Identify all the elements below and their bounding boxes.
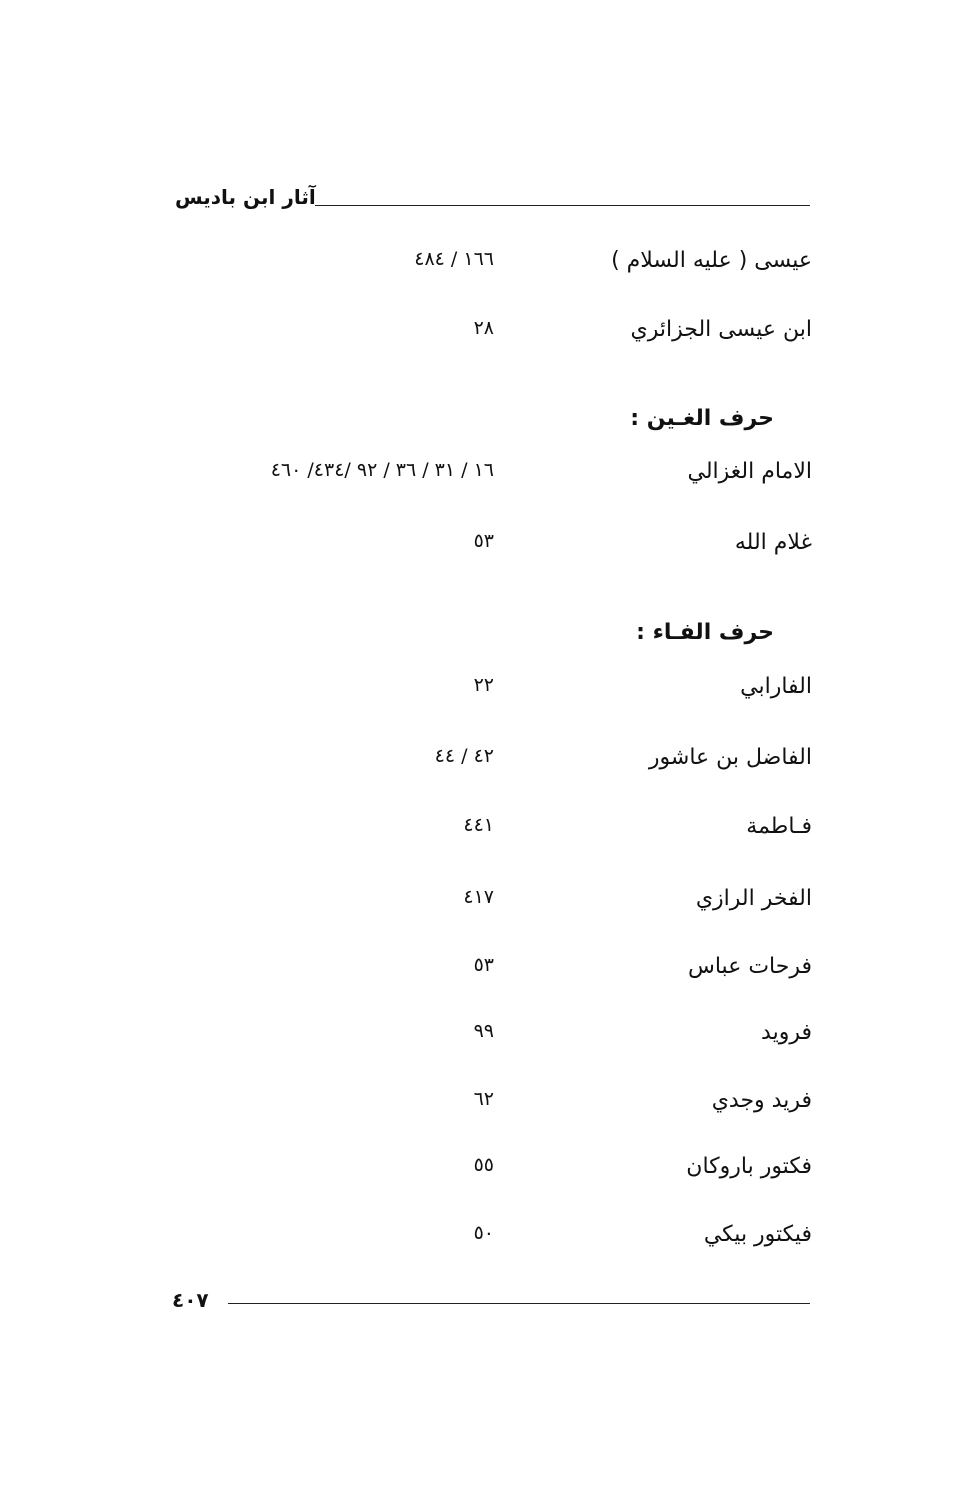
index-entry (150, 954, 812, 994)
index-entry (150, 530, 812, 570)
entry-name: فرويد (761, 1020, 812, 1045)
index-entry (150, 674, 812, 714)
entry-pages: ٥٣ (473, 954, 494, 976)
entry-name: الفخر الرازي (695, 886, 812, 911)
entry-name: فيكتور بيكي (703, 1222, 812, 1247)
entry-pages: ١٦ / ٣١ / ٣٦ / ٩٢ /٤٣٤/ ٤٦٠ (270, 459, 494, 481)
section-heading (150, 620, 812, 660)
entry-name: فكتور باروكان (686, 1154, 812, 1179)
section-heading-label: حرف الغـين : (630, 406, 774, 431)
index-entry (150, 1088, 812, 1128)
entry-pages: ٤٢ / ٤٤ (434, 745, 494, 767)
entry-name: عيسى ( عليه السلام ) (611, 248, 812, 273)
entry-name: فرحات عباس (688, 954, 812, 979)
entry-name: الامام الغزالي (687, 459, 812, 484)
entry-name: ابن عيسى الجزائري (630, 317, 812, 342)
index-entry (150, 459, 812, 499)
page-footer (172, 1288, 810, 1318)
entry-pages: ٤٤١ (463, 814, 494, 836)
header-rule (315, 205, 810, 206)
section-heading-label: حرف الفـاء : (636, 620, 774, 645)
entry-name: فـاطمة (746, 814, 812, 839)
section-heading (150, 406, 812, 446)
header-title: آثار ابن باديس (175, 185, 316, 209)
page-number: ٤٠٧ (172, 1288, 209, 1312)
index-entry (150, 1154, 812, 1194)
entry-name: فريد وجدي (711, 1088, 812, 1113)
entry-pages: ٩٩ (473, 1020, 494, 1042)
entry-pages: ٥٣ (473, 530, 494, 552)
entry-pages: ١٦٦ / ٤٨٤ (414, 248, 494, 270)
running-header (175, 185, 810, 215)
index-entry (150, 886, 812, 926)
entry-pages: ٥٠ (473, 1222, 494, 1244)
entry-pages: ٤١٧ (463, 886, 494, 908)
index-entry (150, 1222, 812, 1262)
entry-name: الفاضل بن عاشور (648, 745, 812, 770)
entry-name: الفارابي (740, 674, 812, 699)
entry-pages: ٥٥ (473, 1154, 494, 1176)
index-entry (150, 1020, 812, 1060)
entry-pages: ٢٨ (473, 317, 494, 339)
entry-pages: ٢٢ (473, 674, 494, 696)
index-entry (150, 814, 812, 854)
index-entry (150, 745, 812, 785)
entry-pages: ٦٢ (473, 1088, 494, 1110)
footer-rule (228, 1303, 810, 1304)
index-entry (150, 248, 812, 288)
entry-name: غلام الله (734, 530, 812, 555)
index-entry (150, 317, 812, 357)
